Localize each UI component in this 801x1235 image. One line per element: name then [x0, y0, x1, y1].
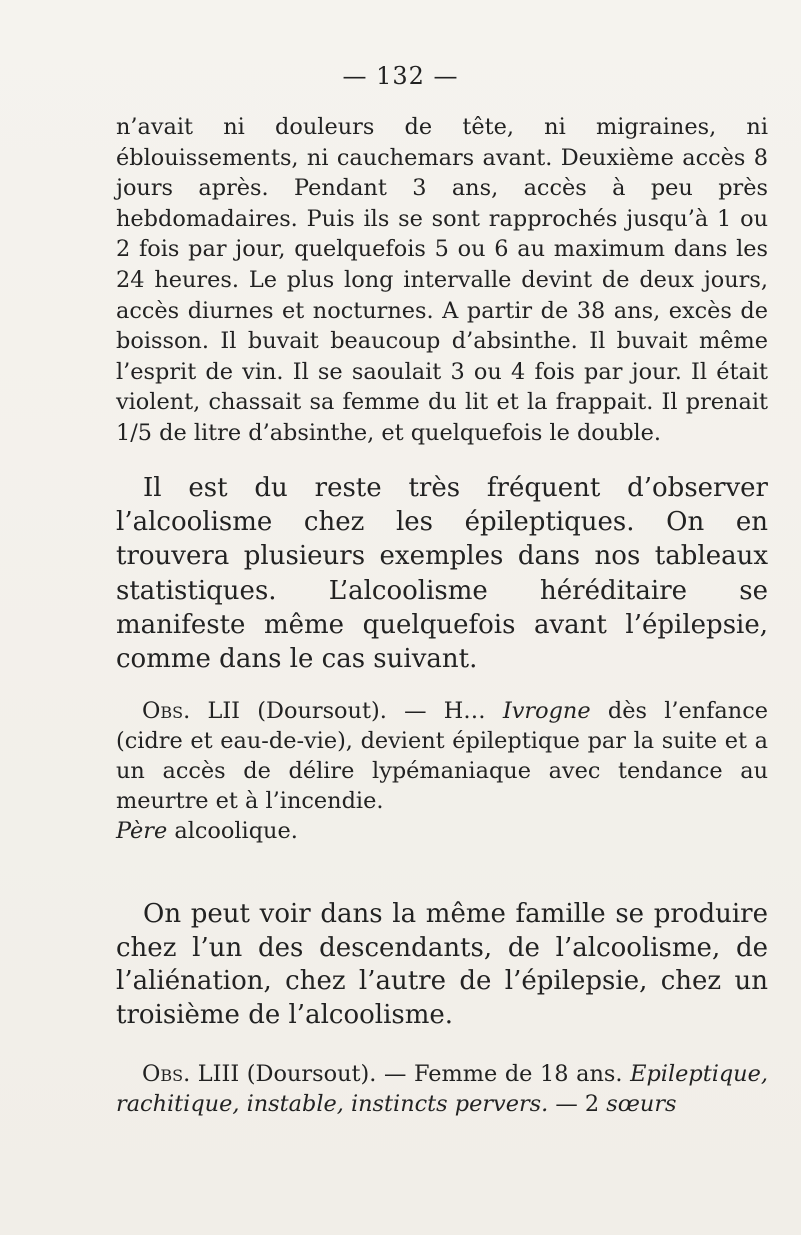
observation-text: alcoolique.: [167, 817, 298, 844]
emphasis-soeurs: sœurs: [606, 1090, 677, 1117]
emphasis-diagnosis: Epileptique, rachitique, instable, instincts pervers.: [116, 1061, 768, 1117]
paragraph-observation-lii: [116, 697, 768, 847]
observation-label: Obs. LIII: [142, 1061, 240, 1087]
observation-text: — 2: [548, 1090, 607, 1117]
page-number: — 132 —: [342, 62, 459, 90]
paragraph-observation-liii: [116, 1060, 768, 1120]
observation-text: (Doursout). — H…: [240, 698, 503, 724]
paragraph-alcoholism-epileptics: Il est du reste très fréquent d’observer l’alcoolisme chez les épileptiques. On en trouvera plusieurs exemples dans nos tableaux statistiques. L’alcoolisme héréditaire se manifeste même quelquefois avant l’épilepsie, comme dans le cas suivant.: [116, 473, 768, 675]
paragraph-family-heredity: On peut voir dans la même famille se produire chez l’un des descendants, de l’alcoolisme, de l’aliénation, chez l’autre de l’épilepsie, chez un troisième de l’alcoolisme.: [116, 899, 768, 1031]
emphasis-pere: Père: [116, 817, 168, 844]
observation-text: (Doursout). — Femme de 18 ans.: [239, 1061, 631, 1087]
emphasis-ivrogne: Ivrogne: [502, 698, 591, 724]
paragraph-case-history: n’avait ni douleurs de tête, ni migraines, ni éblouissements, ni cauchemars avant. Deuxième accès 8 jours après. Pendant 3 ans, accès à peu près hebdomadaires. Puis ils se sont rapprochés jusqu’à 1 ou 2 fois par jour, quelquefois 5 ou 6 au maximum dans les 24 heures. Le plus long intervalle devint de deux jours, accès diurnes et nocturnes. A partir de 38 ans, excès de boisson. Il buvait beaucoup d’absinthe. Il buvait même l’esprit de vin. Il se saoulait 3 ou 4 fois par jour. Il était violent, chassait sa femme du lit et la frappait. Il prenait 1/5 de litre d’absinthe, et quelquefois le double.: [116, 114, 768, 446]
observation-label: Obs. LII: [142, 698, 241, 724]
observation-text: dès l’enfance (cidre et eau-de-vie), devient épileptique par la suite et a un accès de délire lypémaniaque avec tendance au meurtre et à l’incendie.: [116, 698, 768, 814]
